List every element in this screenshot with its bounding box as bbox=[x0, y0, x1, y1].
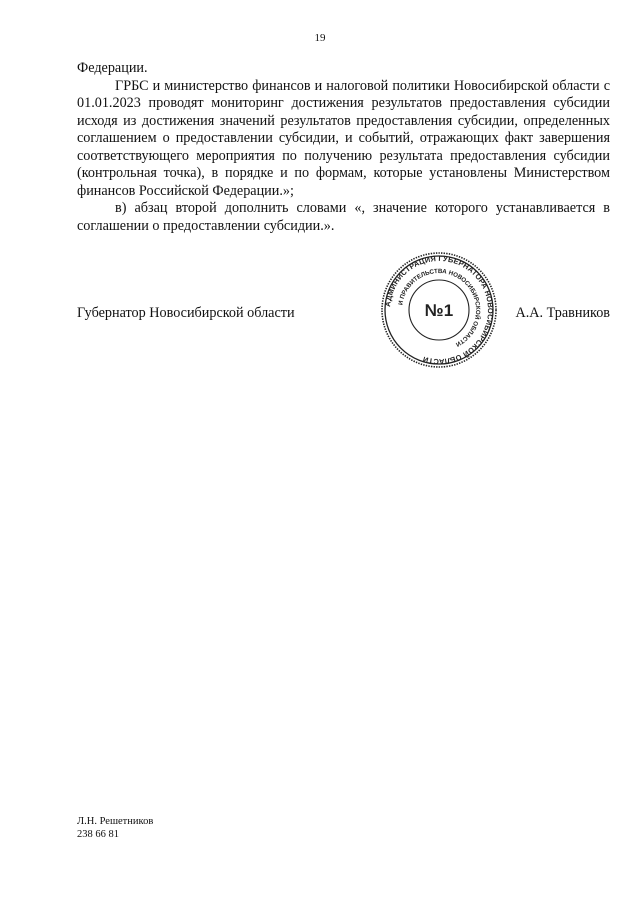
paragraph-3: в) абзац второй дополнить словами «, значение которого устанавливается в соглашении о предоставлении субсидии.». bbox=[77, 200, 610, 234]
document-body bbox=[77, 60, 610, 235]
executor-phone: 238 66 81 bbox=[77, 829, 119, 840]
seal-outer-text: АДМИНИСТРАЦИЯ ГУБЕРНАТОРА НОВОСИБИРСКОЙ ОБЛАСТИ bbox=[383, 253, 496, 367]
signatory-name: А.А. Травников bbox=[515, 305, 610, 321]
footer bbox=[77, 815, 153, 841]
seal-number: №1 bbox=[424, 301, 454, 320]
paragraph-1: Федерации. bbox=[77, 60, 148, 76]
paragraph-2: ГРБС и министерство финансов и налоговой политики Новосибирской области с 01.01.2023 проводят мониторинг достижения результатов предоставления субсидии исходя из достижения значений результатов предоставления субсидии, определенных соглашением о предоставлении субсидии, и событий, отражающих факт завершения соответствующего мероприятия по получению результата предоставления субсидии (контрольная точка), в порядке и по формам, которые установлены Министерством финансов Российской Федерации.»; bbox=[77, 77, 610, 199]
signatory-title: Губернатор Новосибирской области bbox=[77, 305, 295, 321]
official-seal-stamp bbox=[379, 250, 499, 370]
executor-name: Л.Н. Решетников bbox=[77, 816, 154, 827]
page-number: 19 bbox=[314, 32, 326, 44]
signature-block bbox=[77, 305, 610, 335]
seal-inner-text: И ПРАВИТЕЛЬСТВА НОВОСИБИРСКОЙ ОБЛАСТИ bbox=[397, 267, 482, 348]
